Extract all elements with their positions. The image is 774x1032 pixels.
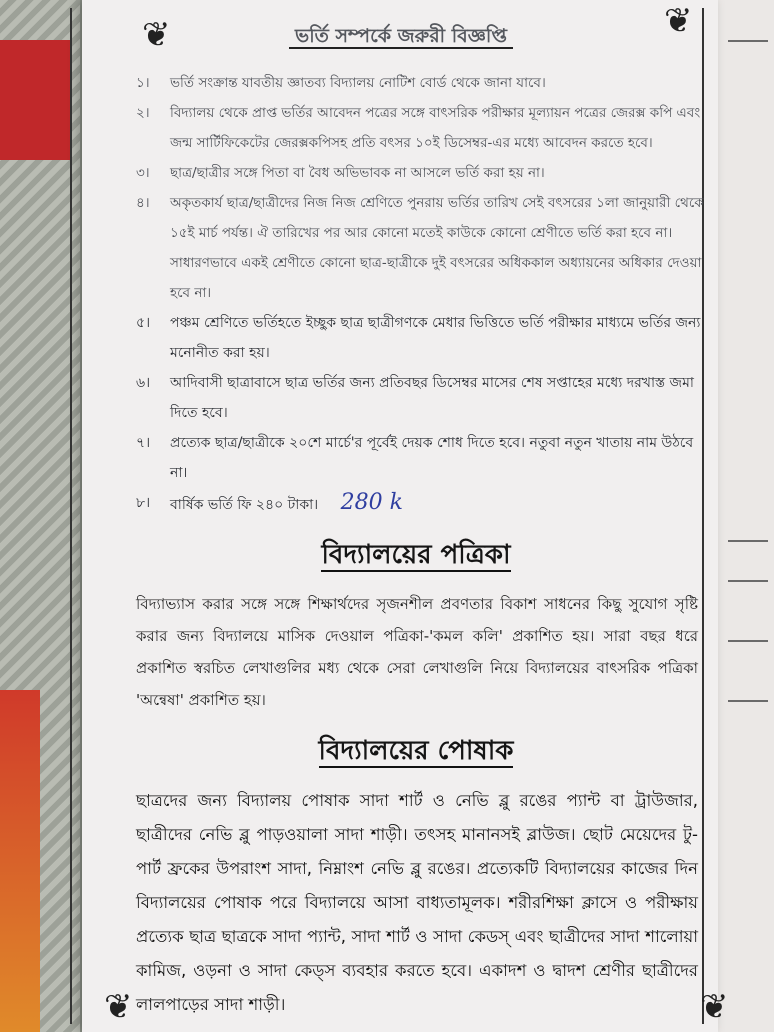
admission-notice-heading: ভর্তি সম্পর্কে জরুরী বিজ্ঞপ্তি xyxy=(96,22,706,54)
corner-ornament-bottom-right: ❦ xyxy=(700,987,729,1027)
rule-number: ৮। xyxy=(136,495,151,511)
rule-text: ভর্তি সংক্রান্ত যাবতীয় জ্ঞাতব্য বিদ্যালয় নোটিশ বোর্ড থেকে জানা যাবে। xyxy=(170,75,546,91)
rule-item xyxy=(136,188,706,308)
rule-text: প্রত্যেক ছাত্র/ছাত্রীকে ২০শে মার্চে'র পূর্বেই দেয়ক শোধ দিতে হবে। নতুবা নতুন খাতায় নাম উঠবে না। xyxy=(170,435,694,481)
rule-item xyxy=(136,428,706,488)
corner-ornament-bottom-left: ❦ xyxy=(104,987,133,1027)
uniform-paragraph: ছাত্রদের জন্য বিদ্যালয় পোষাক সাদা শার্ট ও নেভি ব্লু রঙের প্যান্ট বা ট্রাউজার, ছাত্রীদের নেভি ব্লু পাড়ওয়ালা সাদা শাড়ী। তৎসহ মানানসই ব্লাউজ। ছোট মেয়েদের টু-পার্ট ফ্রকের উপরাংশ সাদা, নিম্নাংশ নেভি ব্লু রঙের। প্রত্যেকটি বিদ্যালয়ের কাজের দিন বিদ্যালয়ের পোষাক পরে বিদ্যালয়ে আসা বাধ্যতামূলক। শরীরশিক্ষা ক্লাসে ও পরীক্ষায় প্রত্যেক ছাত্র ছাত্রকে সাদা প্যান্ট, সাদা শার্ট ও সাদা কেডস্ এবং ছাত্রীদের সাদা শালোয়া কামিজ, ওড়না ও সাদা কেড্স ব্যবহার করতে হবে। একাদশ ও দ্বাদশ শ্রেণীর ছাত্রীদের লালপাড়ের সাদা শাড়ী। xyxy=(136,791,698,1014)
rule-text xyxy=(170,488,706,520)
rule-text: পঞ্চম শ্রেণিতে ভর্তিহতে ইচ্ছুক ছাত্র ছাত্রীগণকে মেধার ভিত্তিতে ভর্তি পরীক্ষার মাধ্যমে ভর্তির জন্য মনোনীত করা হয়। xyxy=(170,315,701,361)
handwritten-fee-note: 280 k xyxy=(340,490,403,515)
rule-item xyxy=(136,158,706,188)
rule-number: ২। xyxy=(136,105,150,121)
rule-number: ৫। xyxy=(136,315,151,331)
rule-text: ছাত্র/ছাত্রীর সঙ্গে পিতা বা বৈধ অভিভাবক না আসলে ভর্তি করা হয় না। xyxy=(170,165,545,181)
rule-item xyxy=(136,98,706,158)
magazine-paragraph: বিদ্যাভ্যাস করার সঙ্গে সঙ্গে শিক্ষার্থদের সৃজনশীল প্রবণতার বিকাশ সাধনের কিছু সুযোগ সৃষ্টি করার জন্য বিদ্যালয়ে মাসিক দেওয়াল পত্রিকা-'কমল কলি' প্রকাশিত হয়। সারা বছর ধরে প্রকাশিত স্বরচিত লেখাগুলির মধ্য থেকে সেরা লেখাগুলি নিয়ে বিদ্যালয়ের বাৎসরিক পত্রিকা 'অন্বেষা' প্রকাশিত হয়। xyxy=(136,595,698,709)
uniform-section-title: বিদ্যালয়ের পোষাক xyxy=(318,736,514,766)
rule-text: আদিবাসী ছাত্রাবাসে ছাত্র ভর্তির জন্য প্রতিবছর ডিসেম্বর মাসের শেষ সপ্তাহের মধ্যে দরখাস্ত জমা দিতে হবে। xyxy=(170,375,694,421)
rule-number: ৬। xyxy=(136,375,151,391)
background-red-cover xyxy=(0,40,70,160)
rule-number: ৭। xyxy=(136,435,151,451)
magazine-section-title: বিদ্যালয়ের পত্রিকা xyxy=(321,540,511,570)
rule-item xyxy=(136,488,706,520)
corner-ornament-top-left: ❦ xyxy=(142,15,171,55)
page-content xyxy=(96,22,706,1027)
rule-text: অকৃতকার্য ছাত্র/ছাত্রীদের নিজ নিজ শ্রেণিতে পুনরায় ভর্তির তারিখ সেই বৎসরের ১লা জানুয়ারী থেকে ১৫ই মার্চ পর্যন্ত। ঐ তারিখের পর আর কোনো মতেই কাউকে কোনো শ্রেণীতে ভর্তি করা হবে না। সাধারণভাবে একই শ্রেণীতে কোনো ছাত্র-ছাত্রীকে দুই বৎসরের অধিককাল অধ্যায়নের অধিকার দেওয়া হবে না। xyxy=(170,195,704,301)
rule-number: ৪। xyxy=(136,195,150,211)
admission-fee-text: বার্ষিক ভর্তি ফি ২৪০ টাকা। xyxy=(170,497,319,513)
rule-number: ৩। xyxy=(136,165,150,181)
corner-ornament-top-right: ❦ xyxy=(664,1,693,41)
rule-item xyxy=(136,308,706,368)
next-page-edge xyxy=(713,0,774,1032)
rule-text: বিদ্যালয় থেকে প্রাপ্ত ভর্তির আবেদন পত্রের সঙ্গে বাৎসরিক পরীক্ষার মূল্যায়ন পত্রের জেরক্স কপি এবং জন্ম সার্টিফিকেটের জেরক্সকপিসহ প্রতি বৎসর ১০ই ডিসেম্বর-এর মধ্যে আবেদন করতে হবে। xyxy=(170,105,701,151)
rule-item xyxy=(136,368,706,428)
rule-number: ১। xyxy=(136,75,150,91)
background-red-cover-bottom xyxy=(0,690,40,1032)
admission-rules-list xyxy=(96,68,706,520)
rule-item xyxy=(136,68,706,98)
